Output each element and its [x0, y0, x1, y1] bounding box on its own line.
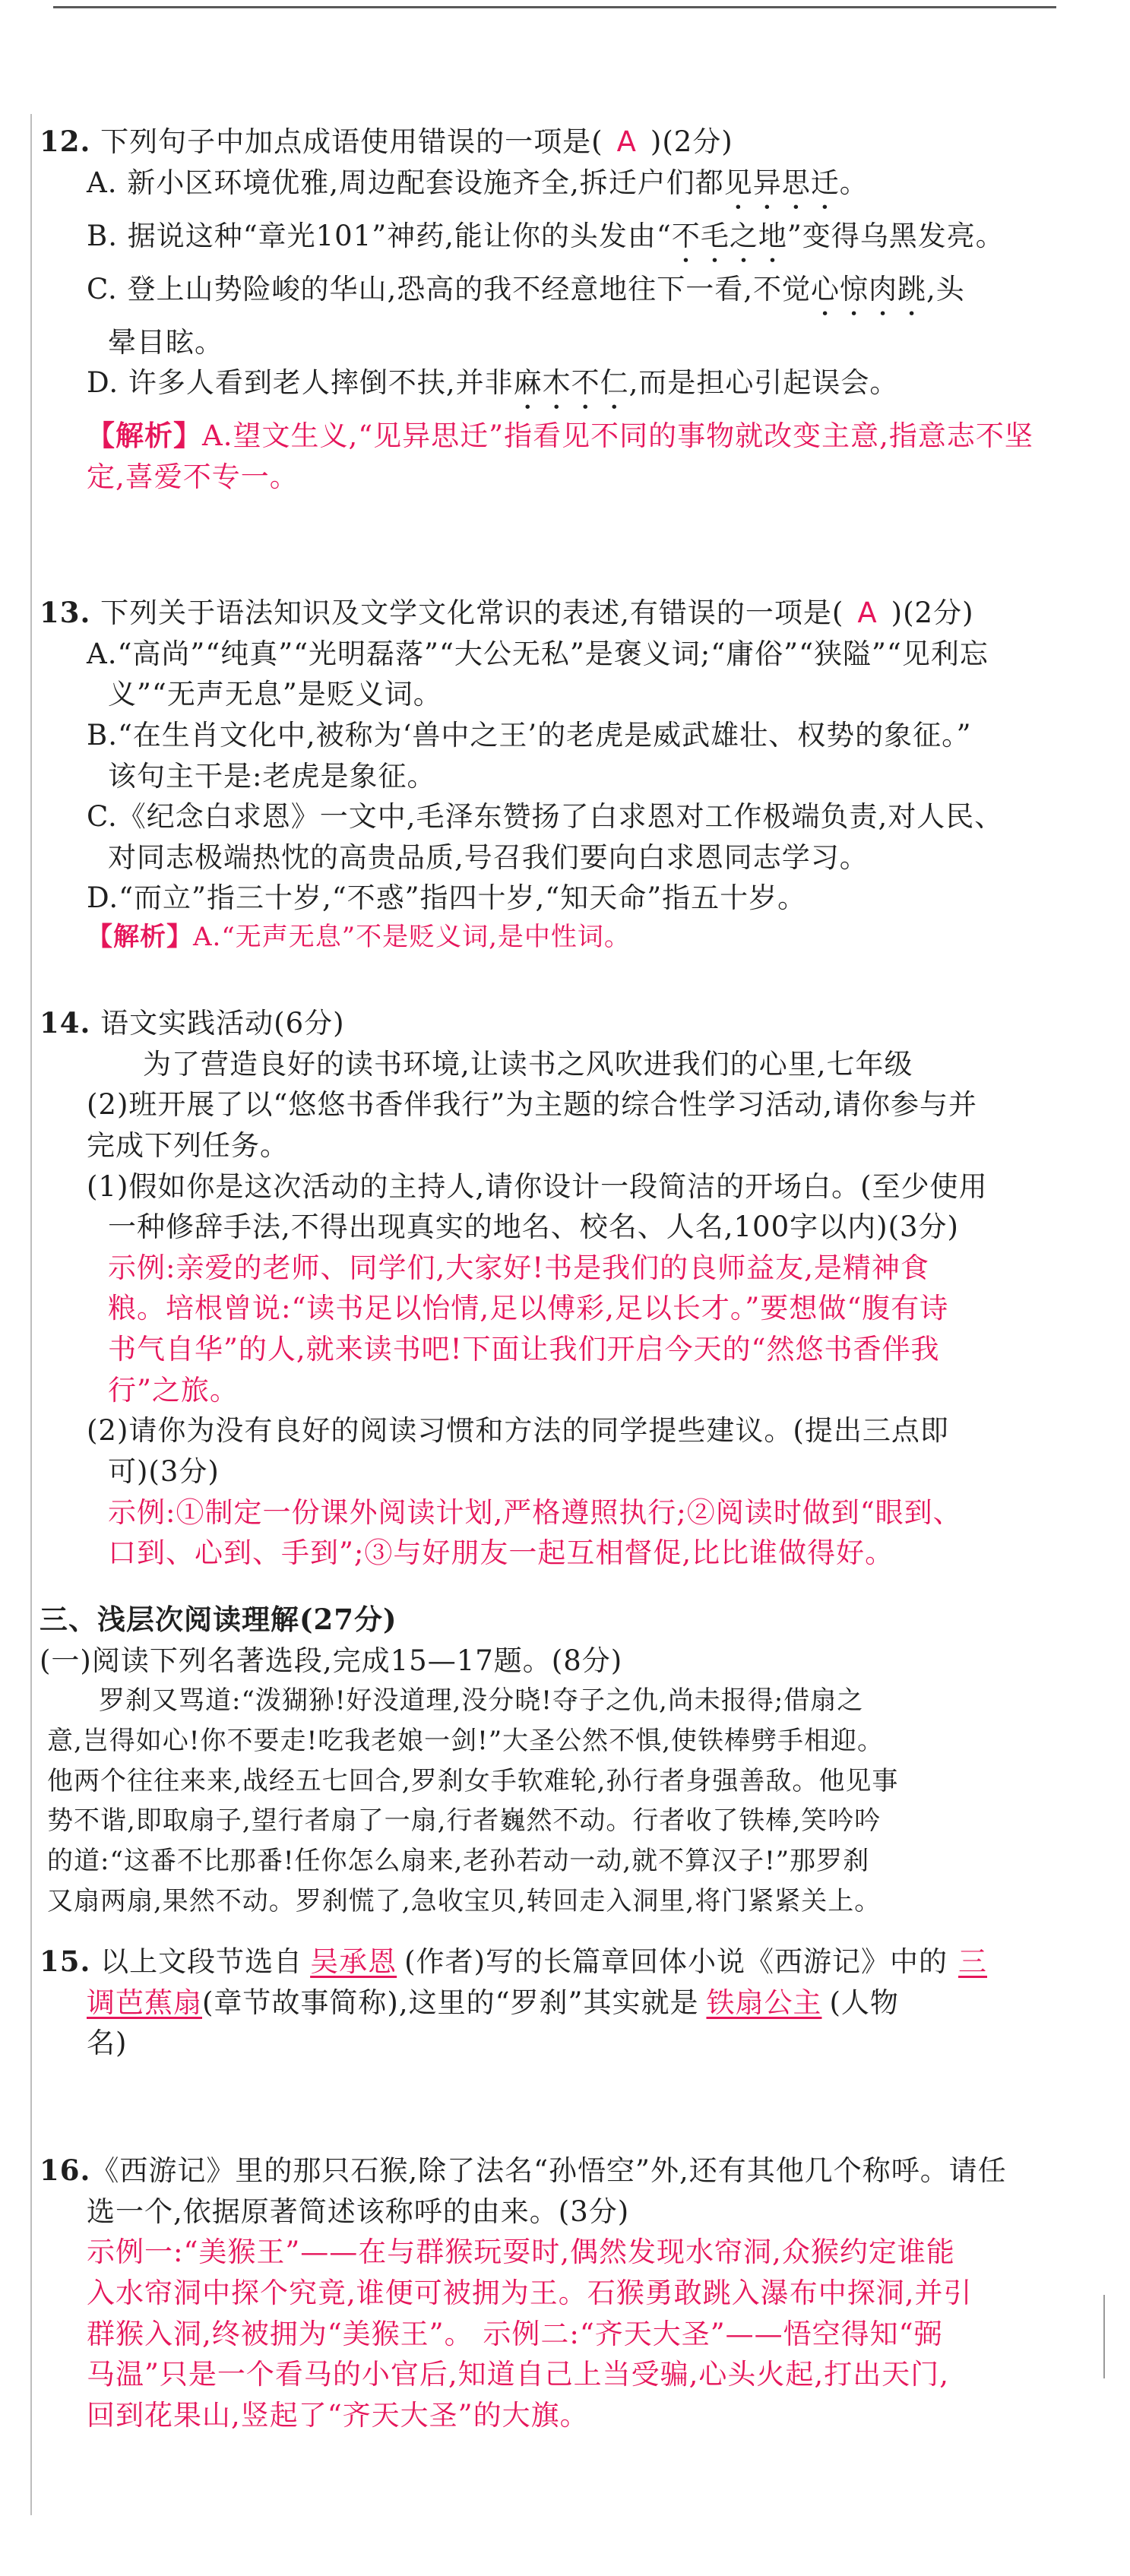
section-title: 三、浅层次阅读理解(27分) — [40, 1603, 397, 1636]
option-c: C.《纪念白求恩》一文中,毛泽东赞扬了白求恩对工作极端负责,对人民、 — [87, 800, 1004, 834]
excerpt-line: 意,岂得如心!你不要走!吃我老娘一剑!”大圣公然不惧,使铁棒劈手相迎。 — [47, 1725, 884, 1756]
question-text: (作者)写的长篇章回体小说《西游记》中的 — [404, 1945, 948, 1978]
question-13 — [40, 593, 1096, 956]
subquestion-2-cont: 可)(3分) — [108, 1455, 220, 1489]
analysis-tag: 【解析】 — [87, 419, 202, 453]
analysis-text: A.望文生义,“见异思迁”指看见不同的事物就改变主意,指意志不坚 — [202, 419, 1033, 453]
option-d: D.“而立”指三十岁,“不惑”指四十岁,“知天命”指五十岁。 — [87, 881, 807, 915]
option-c-cont: 对同志极端热忱的高贵品质,号召我们要向白求恩同志学习。 — [108, 840, 869, 874]
dotted-idiom: 不毛之地 — [671, 219, 787, 252]
question-12 — [40, 122, 1096, 498]
question-number: 16. — [40, 2154, 91, 2187]
answer-text: 入水帘洞中探个究竟,谁便可被拥为王。石猴勇敢跳入瀑布中探洞,并引 — [87, 2276, 973, 2309]
answer-text: 示例:①制定一份课外阅读计划,严格遵照执行;②阅读时做到“眼到、 — [108, 1495, 962, 1529]
excerpt-line: 罗刹又骂道:“泼猢狲!好没道理,没分晓!夺子之仇,尚未报得;借扇之 — [99, 1685, 864, 1717]
question-number: 15. — [40, 1945, 91, 1978]
question-stem: 下列句子中加点成语使用错误的一项是( — [100, 125, 603, 158]
option-b: B.“在生肖文化中,被称为‘兽中之王’的老虎是威武雄壮、权势的象征。” — [87, 718, 972, 752]
analysis-text: A.“无声无息”不是贬义词,是中性词。 — [193, 922, 631, 953]
question-text-cont: 选一个,依据原著简述该称呼的由来。(3分) — [87, 2195, 630, 2228]
option-a-cont: 义”“无声无息”是贬义词。 — [108, 678, 442, 711]
answer-text: 粮。培根曾说:“读书足以怡情,足以傅彩,足以长才。”要想做“腹有诗 — [108, 1292, 949, 1325]
answer-text: 马温”只是一个看马的小官后,知道自己上当受骗,心头火起,打出天门, — [87, 2358, 949, 2391]
intro-text-cont: (2)班开展了以“悠悠书香伴我行”为主题的综合性学习活动,请你参与并 — [87, 1088, 978, 1122]
answer-text: 回到花果山,竖起了“齐天大圣”的大旗。 — [87, 2398, 589, 2432]
fill-chapter: 三 — [958, 1945, 988, 1978]
question-16 — [40, 2150, 1096, 2435]
excerpt — [40, 1681, 1096, 1921]
top-rule — [53, 6, 1056, 8]
punct: ,而是担心引起误会。 — [628, 366, 899, 400]
option-b: B. 据说这种“章光101”神药,能让你的头发由“ — [87, 219, 672, 252]
question-text: 名) — [87, 2027, 128, 2060]
question-text: 以上文段节选自 — [100, 1945, 303, 1978]
option-a: A. 新小区环境优雅,周边配套设施齐全,拆迁户们都 — [87, 166, 724, 199]
excerpt-line: 他两个往往来来,战经五七回合,罗刹女手软难轮,孙行者身强善敌。他见事 — [47, 1765, 899, 1796]
score: )(2分) — [650, 125, 733, 158]
question-15 — [40, 1941, 1096, 2064]
subquestion-1: (1)假如你是这次活动的主持人,请你设计一段简洁的开场白。(至少使用 — [87, 1169, 988, 1203]
score: )(2分) — [891, 597, 974, 629]
answer-text: 书气自华”的人,就来读书吧!下面让我们开启今天的“然悠书香伴我 — [108, 1333, 940, 1366]
analysis-text-cont: 定,喜爱不专一。 — [87, 460, 299, 493]
question-text: (章节故事简称),这里的“罗刹”其实就是 — [202, 1986, 699, 2019]
fill-person: 铁扇公主 — [706, 1986, 822, 2019]
intro-text: 为了营造良好的读书环境,让读书之风吹进我们的心里,七年级 — [143, 1047, 913, 1081]
section-3 — [40, 1600, 1096, 1921]
punct: 。 — [839, 166, 869, 199]
subquestion-1-cont: 一种修辞手法,不得出现真实的地名、校名、人名,100字以内)(3分) — [108, 1210, 959, 1244]
answer-mark: A — [857, 597, 878, 629]
subsection-title: (一)阅读下列名著选段,完成15—17题。(8分) — [40, 1644, 623, 1677]
margin-rule — [30, 114, 32, 2515]
option-c-cont: 晕目眩。 — [108, 325, 223, 359]
option-c: C. 登上山势险峻的华山,恐高的我不经意地往下一看,不觉 — [87, 272, 812, 305]
intro-text-cont: 完成下列任务。 — [87, 1128, 289, 1162]
question-14 — [40, 1003, 1096, 1574]
punct: ,头 — [926, 272, 965, 305]
option-a: A.“高尚”“纯真”“光明磊落”“大公无私”是褒义词;“庸俗”“狭隘”“见利忘 — [87, 637, 989, 670]
answer-text: 示例一:“美猴王”——在与群猴玩耍时,偶然发现水帘洞,众猴约定谁能 — [87, 2236, 955, 2269]
dotted-idiom: 麻木不仁 — [513, 366, 629, 400]
question-stem: 下列关于语法知识及文学文化常识的表述,有错误的一项是( — [100, 597, 844, 629]
excerpt-line: 的道:“这番不比那番!任你怎么扇来,老孙若动一动,就不算汉子!”那罗刹 — [47, 1846, 870, 1877]
excerpt-line: 又扇两扇,果然不动。罗刹慌了,急收宝贝,转回走入洞里,将门紧紧关上。 — [47, 1885, 882, 1916]
answer-mark: A — [616, 125, 637, 158]
excerpt-line: 势不谐,即取扇子,望行者扇了一扇,行者巍然不动。行者收了铁棒,笑吟吟 — [47, 1805, 882, 1837]
answer-text: 群猴入洞,终被拥为“美猴王”。 示例二:“齐天大圣”——悟空得知“弼 — [87, 2317, 943, 2350]
question-number: 14. — [40, 1006, 91, 1040]
option-b-cont: 该句主干是:老虎是象征。 — [108, 759, 436, 793]
question-number: 13. — [40, 596, 91, 629]
fill-chapter-cont: 调芭蕉扇 — [87, 1986, 202, 2019]
answer-text: 口到、心到、手到”;③与好朋友一起互相督促,比比谁做得好。 — [108, 1536, 894, 1570]
option-d: D. 许多人看到老人摔倒不扶,并非 — [87, 366, 514, 400]
analysis-tag: 【解析】 — [87, 922, 193, 953]
right-rule — [1103, 2295, 1105, 2378]
question-text: 《西游记》里的那只石猴,除了法名“孙悟空”外,还有其他几个称呼。请任 — [90, 2154, 1007, 2187]
dotted-idiom: 见异思迁 — [723, 166, 840, 199]
answer-text: 示例:亲爱的老师、同学们,大家好!书是我们的良师益友,是精神食 — [108, 1251, 929, 1284]
punct: ”变得乌黑发亮。 — [787, 219, 1005, 252]
question-number: 12. — [40, 125, 91, 158]
answer-text: 行”之旅。 — [108, 1373, 239, 1407]
question-text: (人物 — [829, 1986, 899, 2019]
dotted-idiom: 心惊肉跳 — [811, 272, 927, 305]
fill-author: 吴承恩 — [310, 1945, 397, 1978]
subquestion-2: (2)请你为没有良好的阅读习惯和方法的同学提些建议。(提出三点即 — [87, 1414, 949, 1448]
question-title: 语文实践活动(6分) — [100, 1007, 345, 1040]
